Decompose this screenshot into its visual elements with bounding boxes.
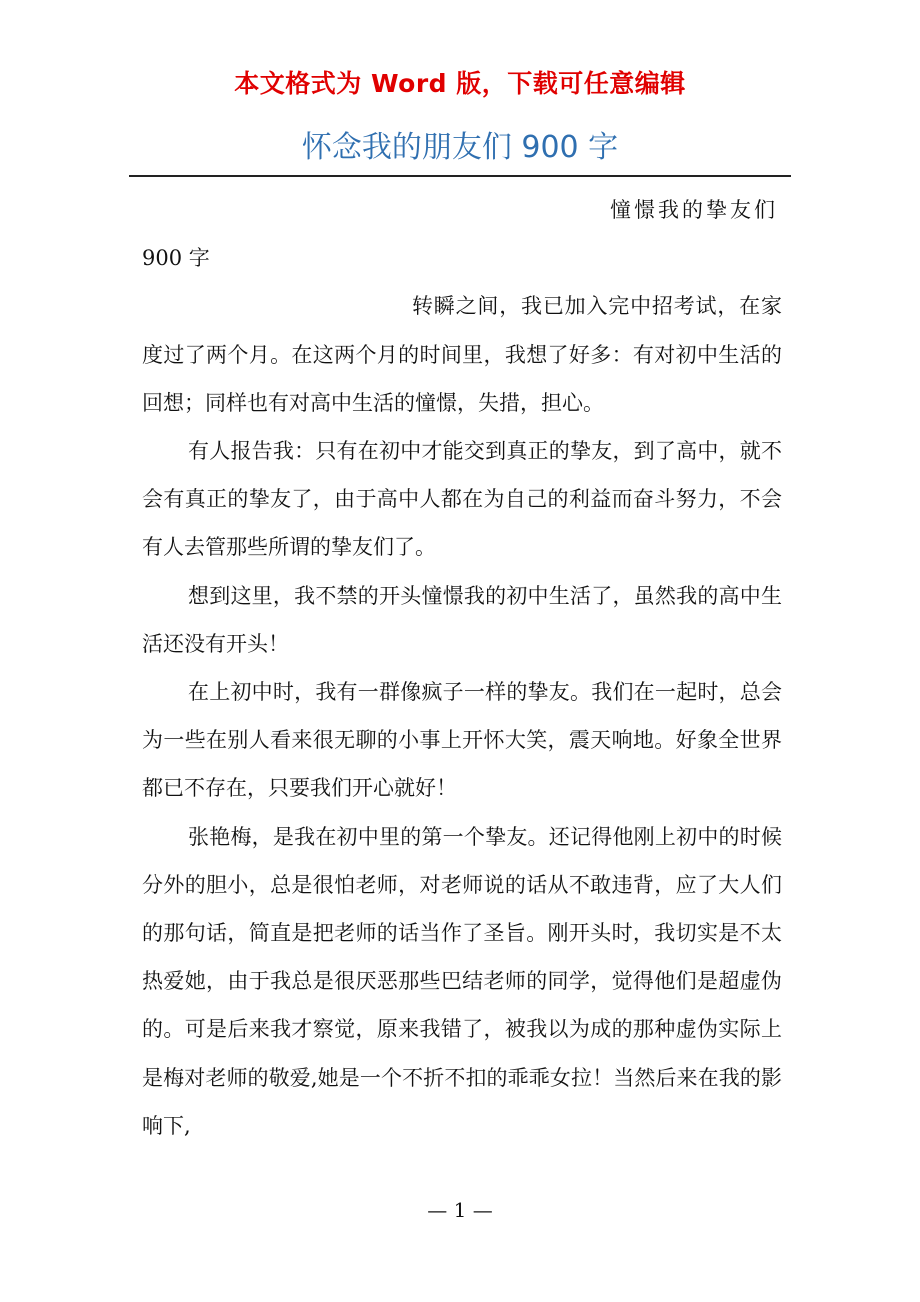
paragraph: 张艳梅，是我在初中里的第一个挚友。还记得他刚上初中的时候分外的胆小，总是很怕老师，对老师说的话从不敢违背，应了大人们的那句话，简直是把老师的话当作了圣旨。刚开头时，我切实是不太热爱她，由于我总是很厌恶那些巴结老师的同学，觉得他们是超虚伪的。可是后来我才察觉，原来我错了，被我以为成的那种虚伪实际上是梅对老师的敬爱,她是一个不折不扣的乖乖女拉！当然后来在我的影响下, bbox=[142, 824, 782, 1138]
paragraph: 在上初中时，我有一群像疯子一样的挚友。我们在一起时，总会为一些在别人看来很无聊的小事上开怀大笑，震天响地。好象全世界都已不存在，只要我们开心就好！ bbox=[142, 680, 782, 801]
essay-subtitle: 憧憬我的挚友们 bbox=[610, 198, 778, 222]
essay-word-count: 900 字 bbox=[142, 246, 210, 271]
download-banner: 本文格式为 Word 版，下载可任意编辑 bbox=[234, 69, 686, 98]
title-divider bbox=[129, 175, 791, 177]
document-title: 怀念我的朋友们 900 字 bbox=[301, 130, 619, 165]
paragraph: 想到这里，我不禁的开头憧憬我的初中生活了，虽然我的高中生活还没有开头！ bbox=[142, 583, 782, 656]
paragraph: 转瞬之间，我已加入完中招考试，在家度过了两个月。在这两个月的时间里，我想了好多：有对初中生活的回想；同样也有对高中生活的憧憬，失措，担心。 bbox=[142, 294, 782, 415]
page-number: — 1 — bbox=[427, 1198, 493, 1222]
paragraph: 有人报告我：只有在初中才能交到真正的挚友，到了高中，就不会有真正的挚友了，由于高中人都在为自己的利益而奋斗努力，不会有人去管那些所谓的挚友们了。 bbox=[142, 439, 782, 560]
document-body bbox=[142, 186, 782, 1150]
